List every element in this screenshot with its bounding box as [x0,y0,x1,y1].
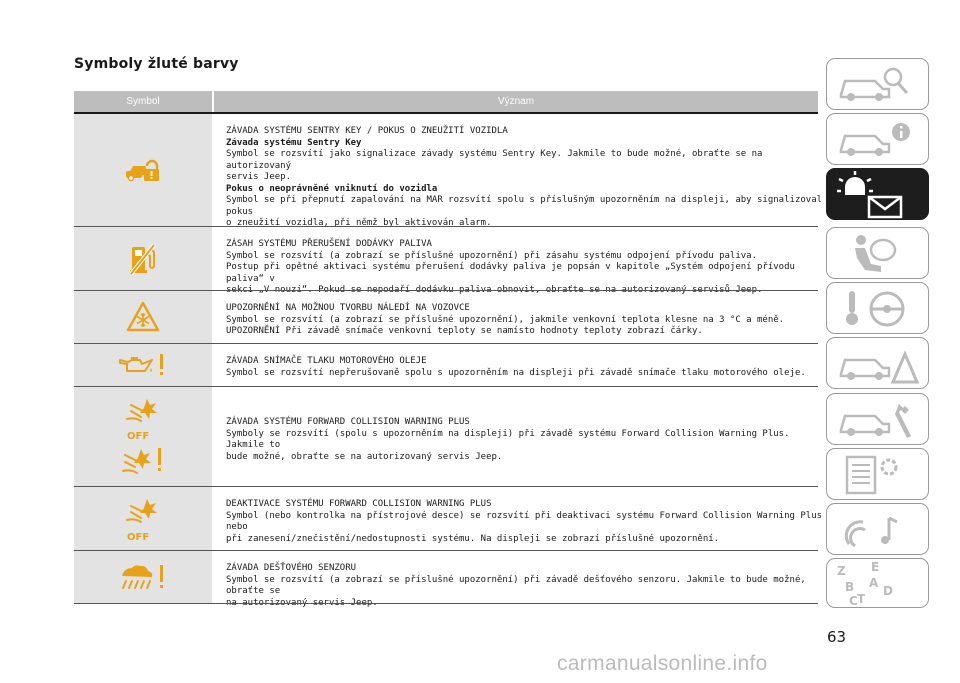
watermark: carmanualsonline.info [557,652,768,675]
table-row [74,291,818,343]
table-row [74,227,818,295]
spec-sheet-gear-icon [827,449,930,501]
chapter-tab-starting-driving[interactable] [826,282,929,334]
table-row [74,344,818,386]
forward-collision-warning-icon [121,445,165,477]
row-heading: ZÁVADA SYSTÉMU SENTRY KEY / POKUS O ZNEUŽITÍ VOZIDLA [226,126,508,136]
row-text: Symbol (nebo kontrolka na přístrojové desce) se rozsvítí při deaktivaci systému Forward Collision Warning Plus nebo [226,510,823,532]
row-text: Symboly se rozsvítí (spolu s upozorněním na displeji) při závadě systému Forward Collision Warning Plus. Jakmile to [226,428,790,450]
table-header [74,91,818,114]
row-heading: ZÁVADA SYSTÉMU FORWARD COLLISION WARNING PLUS [226,417,470,427]
row-text: bude možné, obraťte se na autorizovaný servis Jeep. [226,451,503,462]
index-letter: T [857,592,866,606]
page-title: Symboly žluté barvy [74,56,239,72]
chapter-tab-maintenance[interactable] [826,393,929,445]
row-description [226,239,826,297]
row-text: Postup při opětné aktivaci systému přerušení dodávky paliva je popsán v kapitole „Systém odpojení přívodu paliva“ v [226,262,795,284]
alphabet-index-icon [827,559,930,609]
index-letter: B [845,580,855,594]
off-label: OFF [127,531,150,542]
off-label: OFF [127,430,150,441]
row-text: servis Jeep. [226,172,292,182]
row-text: Symbol se při přepnutí zapalování na MAR rozsvítí spolu s příslušným upozorněním na displeji, aby signalizoval pokus [226,195,823,217]
row-text: o zneužití vozidla, při němž byl aktivován alarm. [226,218,492,228]
table-row [74,387,818,486]
index-letter: Z [837,564,846,578]
row-description [226,499,826,545]
music-signal-icon [827,504,930,556]
chapter-tab-warning-lights[interactable] [826,168,929,220]
forward-collision-off-icon [123,496,163,542]
car-wrench-icon [827,394,930,446]
page-number: 63 [827,628,847,646]
row-heading: UPOZORNĚNÍ NA MOŽNOU TVORBU NÁLEDÍ NA VOZOVCE [226,303,470,313]
row-heading: DEAKTIVACE SYSTÉMU FORWARD COLLISION WARNING PLUS [226,499,492,509]
row-heading: ZÁVADA SNÍMAČE TLAKU MOTOROVÉHO OLEJE [226,356,427,366]
table-row [74,487,823,550]
index-letter: A [869,576,879,590]
oil-pressure-sensor-icon [118,352,168,378]
header-symbol: Symbol [74,91,214,112]
index-letter: D [883,584,893,598]
index-letter: E [871,560,880,574]
chapter-tab-safety[interactable] [826,227,929,279]
row-heading: ZÁVADA DEŠŤOVÉHO SENZORU [226,563,357,573]
row-text: Symbol se rozsvítí (a zobrazí se příslušné upozornění), jakmile venkovní teplota klesne na 3 °C a méně. [226,314,785,325]
chapter-tab-dashboard-info[interactable] [826,113,929,165]
row-text: na autorizovaný servis Jeep. [226,597,378,608]
row-divider [74,603,818,604]
table-row [74,114,823,228]
row-description [226,303,826,338]
rain-sensor-icon [118,562,168,592]
row-text: Symbol se rozsvítí (a zobrazí se příslušné upozornění) při zásahu systému odpojení přívodu paliva. [226,250,758,261]
index-letter: C [849,594,858,608]
warning-light-message-icon [827,169,930,221]
airbag-passenger-icon [827,228,930,280]
car-emergency-triangle-icon [827,338,930,390]
row-text: při zanesení/znečistění/nedostupnosti systému. Na displeji se zobrazí příslušné upozornění. [226,533,720,544]
header-meaning: Význam [497,96,535,107]
fuel-cutoff-icon [130,243,156,275]
chapter-tab-technical-data[interactable] [826,448,929,500]
row-subheading: Pokus o neoprávněné vniknutí do vozidla [226,183,438,194]
row-text: sekci „V nouzi“. Pokud se nepodaří dodávku paliva obnovit, obraťte se na autorizovaný servisů Jeep. [226,285,763,295]
row-description [226,126,826,230]
row-description [226,417,826,463]
row-text: Symbol se rozsvítí jako signalizace závady systému Sentry Key. Jakmile to bude možné, obraťte se na autorizovaný [226,149,763,171]
chapter-tab-emergency[interactable] [826,337,929,389]
ice-warning-icon [126,301,160,333]
chapter-tab-vehicle-intro[interactable] [826,58,929,110]
chapter-tab-multimedia[interactable] [826,503,929,555]
row-subheading: Závada systému Sentry Key [226,137,362,148]
chapter-tab-index[interactable] [826,558,929,608]
row-text: Symbol se rozsvítí (a zobrazí se příslušné upozornění) při závadě dešťového senzoru. Jakmile to bude možné, obraťte se [226,574,806,596]
car-magnifier-icon [827,59,930,111]
sentry-key-lock-icon [126,157,160,183]
key-steering-wheel-icon [827,283,930,335]
table-row [74,551,818,608]
row-text: UPOZORNĚNÍ Při závadě snímače venkovní teploty se namísto hodnoty teploty zobrazí čárky. [226,326,703,336]
row-heading: ZÁSAH SYSTÉMU PŘERUŠENÍ DODÁVKY PALIVA [226,239,432,249]
car-info-icon [827,114,930,166]
row-description [226,356,826,379]
row-text: Symbol se rozsvítí nepřerušovaně spolu s upozorněním na displeji při závadě snímače tlaku motorového oleje. [226,367,806,378]
forward-collision-icon [123,397,163,441]
